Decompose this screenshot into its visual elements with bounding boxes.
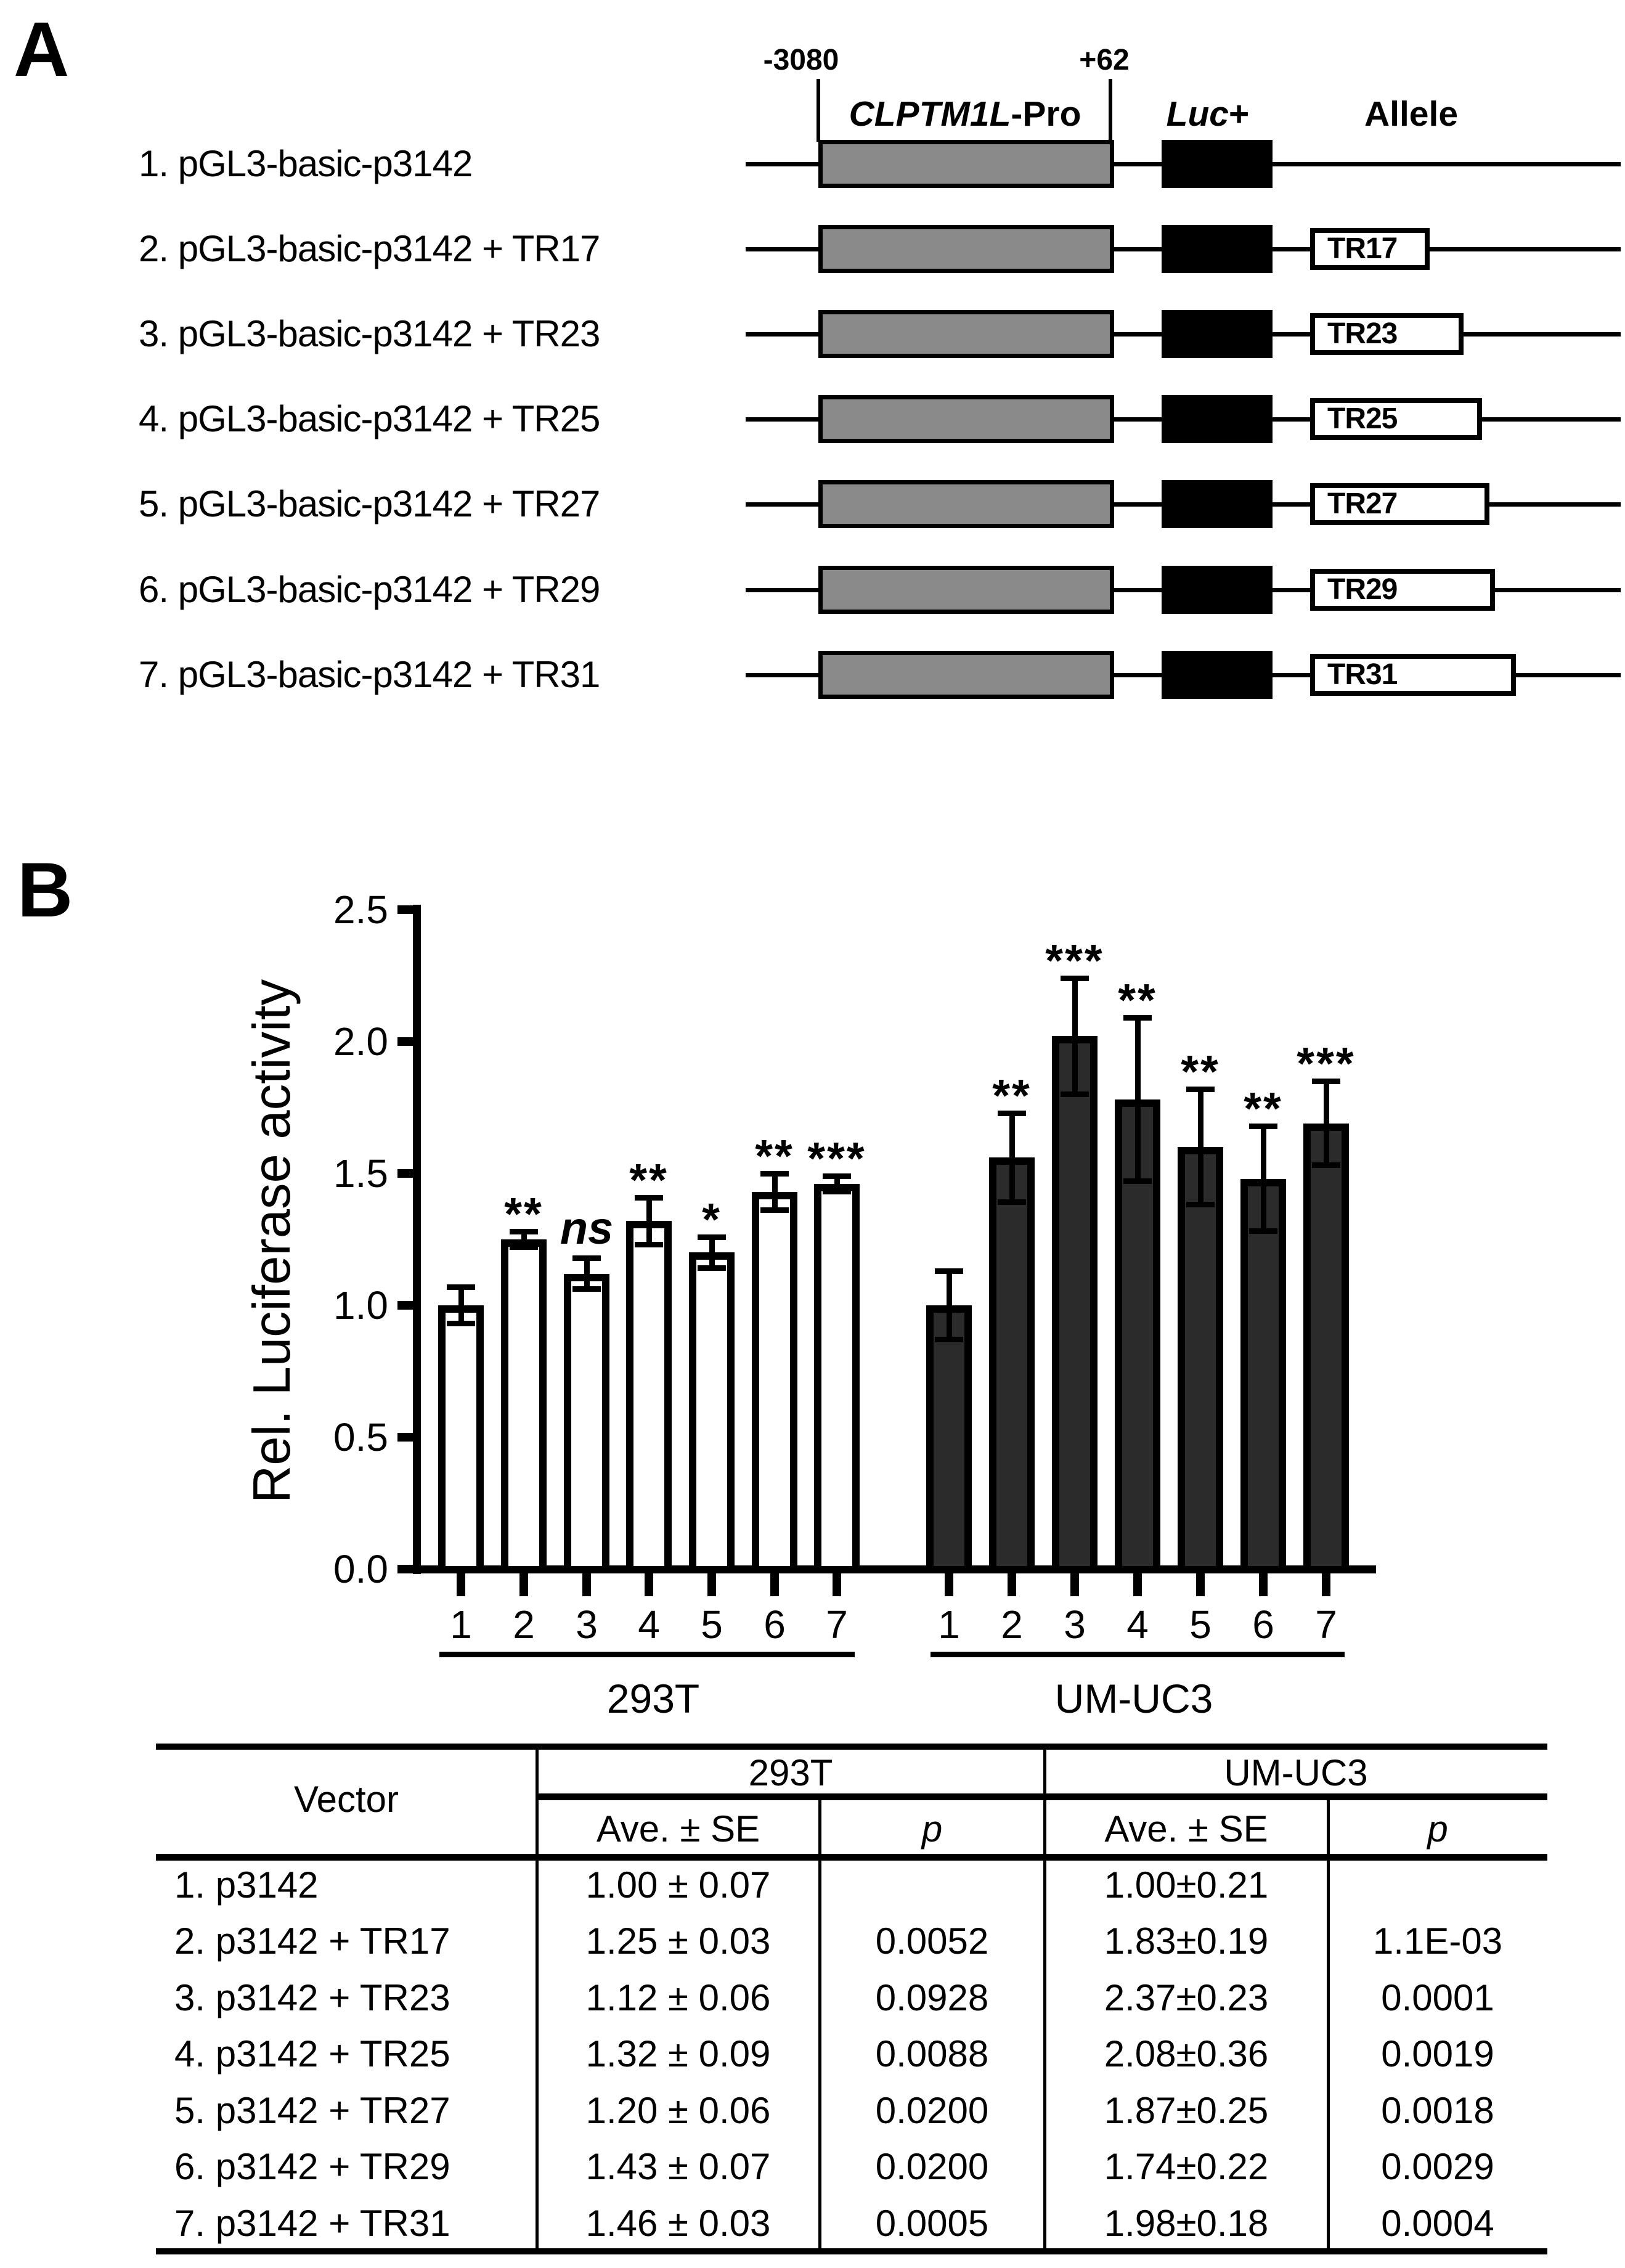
construct-label: 4. pGL3-basic-p3142 + TR25 [139,398,600,439]
x-category-tick [1008,1573,1016,1596]
y-axis-tick-label: 0.5 [333,1415,388,1459]
table-cell-vector: 4. p3142 + TR25 [174,2033,450,2074]
x-category-tick [707,1573,716,1596]
x-category-label: 6 [764,1602,786,1647]
table-header-p-umuc3: p [1427,1808,1448,1850]
error-bar-top-cap [572,1255,601,1261]
table-header-p-293t: p [921,1808,943,1850]
promoter-header [820,94,1110,134]
x-category-label: 4 [1126,1602,1149,1647]
luc-box [1162,480,1273,528]
x-category-tick [833,1573,841,1596]
y-axis-tick [397,1037,413,1046]
error-bar-top-cap [447,1284,475,1290]
y-axis-tick-label: 1.0 [333,1283,388,1328]
allele-box-label: TR23 [1327,317,1398,350]
y-axis-title: Rel. Luciferase activity [243,979,301,1504]
coord-minus3080: -3080 [763,44,839,76]
table-cell-293t-p: 0.0200 [875,2090,989,2131]
allele-box [1310,398,1482,440]
x-category-label: 5 [1189,1602,1212,1647]
significance-asterisks: *** [1297,1038,1356,1089]
x-category-tick [457,1573,465,1596]
bar [564,1274,609,1573]
construct-label: 3. pGL3-basic-p3142 + TR23 [139,313,600,354]
bar [1303,1124,1349,1573]
x-category-label: 4 [638,1602,660,1647]
error-bar-bottom-cap [760,1207,789,1213]
y-axis-line [413,905,421,1574]
luc-box [1162,395,1273,443]
table-cell-293t-ave: 1.46 ± 0.03 [585,2203,771,2244]
group-label-293t: 293T [606,1676,700,1721]
promoter-box [818,395,1114,443]
significance-asterisks: ** [1118,974,1157,1026]
bar [989,1157,1035,1573]
promoter-box [818,225,1114,273]
bar [1240,1179,1286,1573]
bar [1052,1036,1098,1573]
luc-box [1162,566,1273,614]
group-label-umuc3: UM-UC3 [1054,1676,1213,1721]
error-bar-bottom-cap [447,1321,475,1326]
x-category-tick [770,1573,779,1596]
table-cell-vector: 7. p3142 + TR31 [174,2203,450,2244]
y-axis-tick-label: 1.5 [333,1151,388,1196]
error-bar-whisker [1261,1126,1266,1231]
x-category-label: 6 [1252,1602,1274,1647]
table-cell-293t-ave: 1.43 ± 0.07 [585,2146,771,2187]
table-cell-umuc3-p: 1.1E-03 [1372,1920,1503,1962]
significance-asterisks: ** [755,1130,794,1181]
error-bar-bottom-cap [935,1337,963,1342]
error-bar-bottom-cap [1312,1162,1340,1168]
table-cell-293t-ave: 1.12 ± 0.06 [585,1977,771,2018]
error-bar-whisker [1009,1113,1015,1202]
table-cell-293t-p: 0.0928 [875,1977,989,2018]
error-bar-bottom-cap [1061,1091,1089,1097]
significance-asterisks: ** [1244,1083,1283,1134]
table-cell-293t-p: 0.0005 [875,2203,989,2244]
error-bar-whisker [1324,1081,1329,1165]
construct-label: 2. pGL3-basic-p3142 + TR17 [139,228,600,269]
table-cell-293t-ave: 1.20 ± 0.06 [585,2090,771,2131]
luc-box [1162,310,1273,358]
error-bar-bottom-cap [1249,1228,1277,1234]
allele-box-label: TR17 [1327,232,1398,265]
bar [814,1184,860,1573]
error-bar-whisker [1135,1018,1141,1181]
y-axis-tick-label: 2.5 [333,887,388,932]
table-cell-293t-p: 0.0088 [875,2033,989,2074]
table-header-umuc3: UM-UC3 [1224,1752,1368,1793]
table-cell-umuc3-p: 0.0029 [1381,2146,1494,2187]
error-bar-whisker [947,1271,952,1340]
table-cell-293t-p: 0.0052 [875,1920,989,1962]
table-subheader-underline [156,1854,1547,1861]
x-category-label: 2 [513,1602,535,1647]
error-bar-whisker [458,1287,464,1324]
construct-label: 7. pGL3-basic-p3142 + TR31 [139,654,600,695]
x-category-label: 3 [1064,1602,1086,1647]
allele-box [1310,483,1489,525]
table-cell-umuc3-ave: 1.00±0.21 [1104,1864,1269,1906]
allele-box [1310,228,1430,270]
promoter-suffix: -Pro [1011,94,1081,134]
x-category-tick [519,1573,528,1596]
table-header-avese-umuc3: Ave. ± SE [1104,1808,1268,1850]
significance-asterisks: ** [1181,1046,1220,1097]
table-cell-vector: 1. p3142 [174,1864,319,1906]
luc-header [1146,94,1269,134]
table-cell-umuc3-p: 0.0018 [1381,2090,1494,2131]
luc-box [1162,140,1273,188]
table-cell-vector: 5. p3142 + TR27 [174,2090,450,2131]
table-cell-umuc3-p: 0.0019 [1381,2033,1494,2074]
x-category-tick [1322,1573,1330,1596]
error-bar-top-cap [935,1268,963,1274]
table-cell-umuc3-ave: 1.83±0.19 [1104,1920,1269,1962]
x-category-label: 1 [938,1602,960,1647]
table-cell-umuc3-ave: 1.98±0.18 [1104,2203,1269,2244]
table-cell-umuc3-ave: 2.37±0.23 [1104,1977,1269,2018]
x-category-tick [582,1573,591,1596]
y-axis-tick [397,1169,413,1178]
x-category-label: 1 [450,1602,472,1647]
panel-a-label: A [14,7,70,92]
table-cell-vector: 6. p3142 + TR29 [174,2146,450,2187]
construct-label: 6. pGL3-basic-p3142 + TR29 [139,569,600,610]
allele-box-label: TR31 [1327,658,1398,691]
error-bar-bottom-cap [998,1199,1026,1205]
table-cell-umuc3-ave: 1.74±0.22 [1104,2146,1269,2187]
luc-box [1162,225,1273,273]
table-cell-umuc3-ave: 1.87±0.25 [1104,2090,1269,2131]
allele-header: Allele [1364,94,1459,134]
x-category-label: 7 [1315,1602,1337,1647]
table-top-border [156,1744,1547,1750]
table-cell-umuc3-p: 0.0001 [1381,1977,1494,2018]
table-cell-293t-ave: 1.32 ± 0.09 [585,2033,771,2074]
group-underline-umuc3 [931,1652,1345,1657]
significance-asterisks: ** [504,1188,544,1239]
significance-asterisks: * [702,1194,722,1245]
construct-label: 5. pGL3-basic-p3142 + TR27 [139,483,600,524]
bar [689,1252,735,1573]
allele-box [1310,654,1516,696]
bar [626,1221,672,1573]
promoter-box [818,651,1114,699]
panel-b-label: B [17,847,73,933]
y-axis-tick-label: 0.0 [333,1547,388,1591]
y-axis-tick [397,905,413,914]
error-bar-bottom-cap [1186,1202,1215,1207]
promoter-box [818,310,1114,358]
table-cell-293t-ave: 1.25 ± 0.03 [585,1920,771,1962]
promoter-box [818,566,1114,614]
luc-box [1162,651,1273,699]
bar [1178,1147,1223,1573]
x-category-tick [1070,1573,1079,1596]
error-bar-whisker [584,1258,590,1289]
bar [926,1305,972,1573]
x-category-tick [1196,1573,1205,1596]
significance-asterisks: ** [629,1154,669,1205]
coord-plus62: +62 [1079,44,1130,76]
table-cell-293t-ave: 1.00 ± 0.07 [585,1864,771,1906]
x-category-label: 3 [576,1602,598,1647]
promoter-box [818,480,1114,528]
x-category-tick [945,1573,953,1596]
error-bar-bottom-cap [698,1265,726,1271]
table-header-vector: Vector [293,1779,399,1820]
luc-gene-name: Luc [1166,94,1229,134]
significance-asterisks: *** [1045,935,1104,986]
x-category-tick [645,1573,653,1596]
bar [752,1192,797,1573]
allele-box [1310,569,1495,611]
x-category-label: 2 [1001,1602,1023,1647]
significance-asterisks: *** [807,1133,866,1184]
promoter-box [818,140,1114,188]
table-cell-293t-p: 0.0200 [875,2146,989,2187]
significance-ns: ns [560,1202,614,1254]
x-category-tick [1259,1573,1268,1596]
table-cell-umuc3-ave: 2.08±0.36 [1104,2033,1269,2074]
table-bottom-border [156,2248,1547,2254]
table-cell-vector: 3. p3142 + TR23 [174,1977,450,2018]
promoter-gene-name: CLPTM1L [849,94,1011,134]
table-header-avese-293t: Ave. ± SE [596,1808,760,1850]
x-category-label: 5 [701,1602,723,1647]
x-category-tick [1133,1573,1142,1596]
y-axis-tick [397,1433,413,1442]
bar [501,1239,547,1573]
error-bar-bottom-cap [572,1286,601,1292]
allele-box-label: TR27 [1327,487,1398,520]
bar [438,1305,484,1573]
allele-box-label: TR29 [1327,573,1398,606]
construct-label: 1. pGL3-basic-p3142 [139,143,473,184]
table-cell-umuc3-p: 0.0004 [1381,2203,1494,2244]
error-bar-bottom-cap [1123,1178,1152,1184]
significance-asterisks: ** [992,1070,1032,1121]
table-header-293t: 293T [748,1752,833,1793]
allele-box-label: TR25 [1327,402,1398,435]
y-axis-tick [397,1301,413,1310]
allele-box [1310,313,1464,355]
group-underline-293t [439,1652,855,1657]
x-category-label: 7 [826,1602,848,1647]
luc-suffix: + [1229,94,1250,134]
table-cell-vector: 2. p3142 + TR17 [174,1920,450,1962]
y-axis-tick-label: 2.0 [333,1019,388,1064]
error-bar-bottom-cap [823,1189,851,1194]
